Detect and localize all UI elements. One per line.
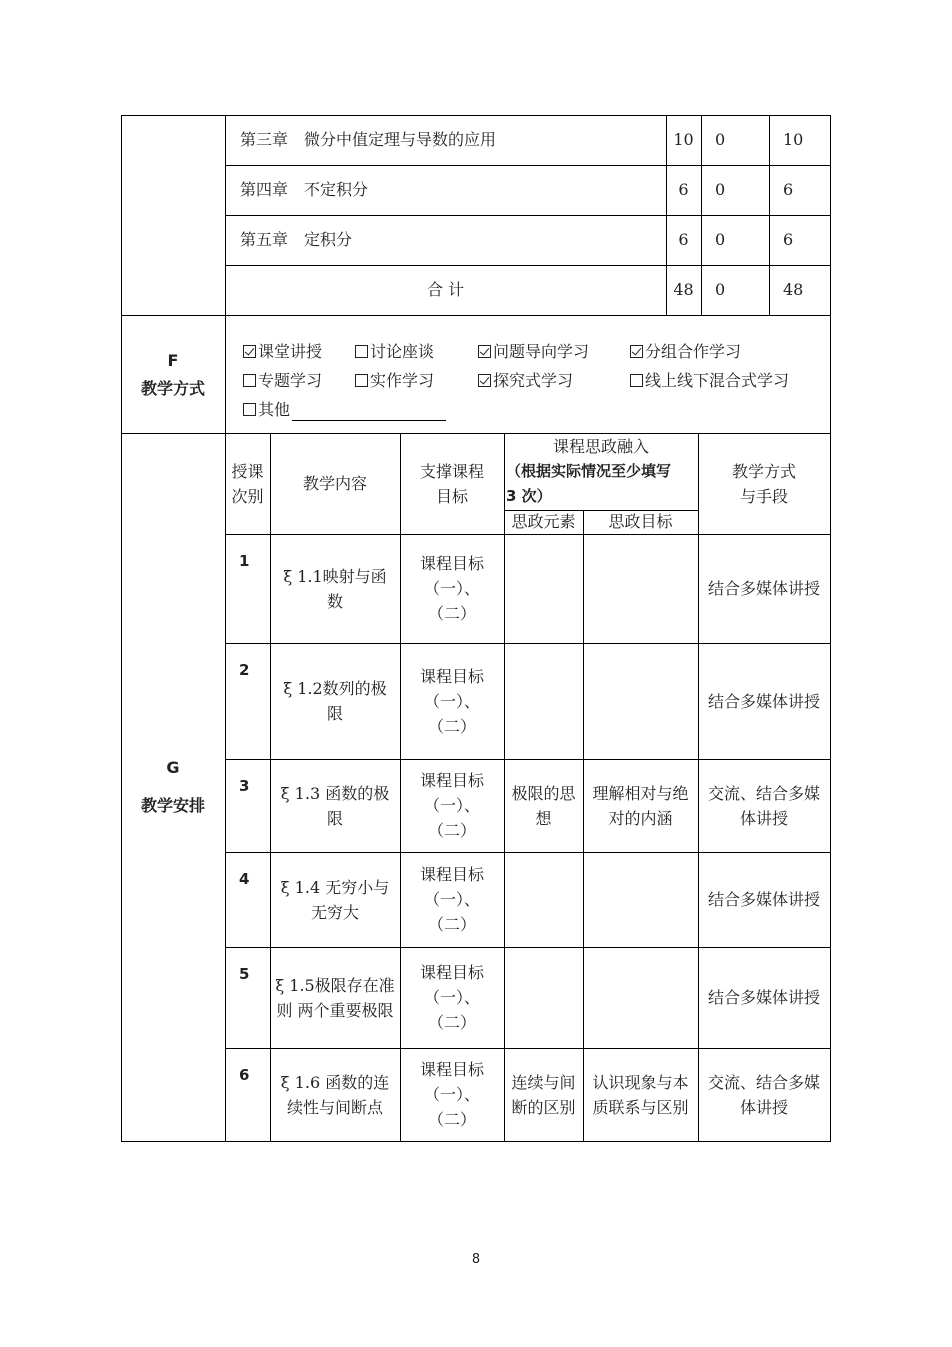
header-ideology-note: （根据实际情况至少填写 xyxy=(506,462,672,480)
chapter-practice-hours: 0 xyxy=(715,130,726,149)
table-rule xyxy=(121,115,122,1142)
table-rule xyxy=(225,1048,831,1049)
ideology-element: 极限的思 xyxy=(511,783,576,803)
supported-objective: 课程目标 xyxy=(419,1060,484,1079)
section-f-code: F xyxy=(167,351,179,370)
table-rule xyxy=(701,115,702,316)
ideology-goal: 对的内涵 xyxy=(608,808,673,828)
teaching-method-label: 分组合作学习 xyxy=(645,342,742,361)
summary-total-hours: 48 xyxy=(783,280,804,299)
teaching-method-option xyxy=(478,370,573,392)
header-goal: 思政目标 xyxy=(608,512,673,531)
header-content: 教学内容 xyxy=(302,474,367,493)
teaching-method-label: 探究式学习 xyxy=(493,371,574,390)
lesson-content: ξ 1.5极限存在准 xyxy=(275,975,395,995)
unchecked-box-icon[interactable] xyxy=(355,345,368,358)
teaching-method-option xyxy=(355,370,434,392)
teaching-method: 体讲授 xyxy=(739,1097,788,1117)
supported-objective: （二） xyxy=(427,1110,476,1129)
ideology-goal: 质联系与区别 xyxy=(592,1097,689,1117)
lesson-content: 续性与间断点 xyxy=(286,1097,383,1117)
other-blank-underline xyxy=(292,420,446,421)
chapter-total-hours: 6 xyxy=(783,180,794,199)
chapter-theory-hours: 10 xyxy=(673,130,694,149)
supported-objective: 课程目标 xyxy=(419,963,484,982)
teaching-method-label: 其他 xyxy=(258,400,291,419)
header-method: 与手段 xyxy=(739,487,788,506)
page-number: 8 xyxy=(471,1252,481,1267)
unchecked-box-icon[interactable] xyxy=(630,374,643,387)
lesson-content: ξ 1.4 无穷小与 xyxy=(280,877,390,897)
teaching-method-option xyxy=(630,370,789,392)
teaching-method-option xyxy=(243,341,322,363)
section-g-title: 教学安排 xyxy=(140,796,205,815)
summary-theory-hours: 48 xyxy=(673,280,694,299)
teaching-method-label: 实作学习 xyxy=(370,371,435,390)
table-rule xyxy=(225,433,226,1142)
table-rule xyxy=(225,315,226,434)
supported-objective: （二） xyxy=(427,716,476,736)
chapter-practice-hours: 0 xyxy=(715,230,726,249)
lesson-content: 数 xyxy=(326,591,343,611)
table-rule xyxy=(121,315,831,316)
ideology-element: 连续与间 xyxy=(511,1072,576,1092)
lesson-content: 限 xyxy=(326,808,343,828)
header-session: 次别 xyxy=(231,487,264,506)
teaching-method-option xyxy=(478,341,589,363)
chapter-name: 第四章 不定积分 xyxy=(240,180,369,199)
lesson-content: 限 xyxy=(326,704,343,723)
lesson-content: 无穷大 xyxy=(310,902,359,922)
chapter-name: 第五章 定积分 xyxy=(240,230,353,249)
table-rule xyxy=(830,433,831,1142)
session-number: 4 xyxy=(239,870,250,888)
header-objective: 目标 xyxy=(435,487,468,506)
teaching-method: 结合多媒体讲授 xyxy=(707,890,820,909)
table-rule xyxy=(225,265,831,266)
teaching-method: 交流、结合多媒 xyxy=(707,783,820,803)
supported-objective: 课程目标 xyxy=(419,554,484,573)
teaching-method-label: 课堂讲授 xyxy=(258,342,323,361)
header-element: 思政元素 xyxy=(511,512,576,531)
unchecked-box-icon[interactable] xyxy=(243,403,256,416)
teaching-method: 交流、结合多媒 xyxy=(707,1072,820,1092)
teaching-method: 结合多媒体讲授 xyxy=(707,691,820,711)
ideology-element: 断的区别 xyxy=(511,1097,576,1117)
table-rule xyxy=(225,643,831,644)
lesson-content: 则 两个重要极限 xyxy=(276,1000,394,1020)
supported-objective: （二） xyxy=(427,604,476,623)
checked-box-icon[interactable] xyxy=(478,374,491,387)
header-session: 授课 xyxy=(231,462,264,481)
unchecked-box-icon[interactable] xyxy=(355,374,368,387)
unchecked-box-icon[interactable] xyxy=(243,374,256,387)
session-number: 2 xyxy=(239,661,250,679)
teaching-method: 结合多媒体讲授 xyxy=(707,579,820,598)
table-rule xyxy=(121,433,831,434)
header-ideology: 课程思政融入 xyxy=(552,437,649,456)
teaching-method-label: 讨论座谈 xyxy=(370,342,435,361)
summary-practice-hours: 0 xyxy=(715,280,726,299)
lesson-content: ξ 1.3 函数的极 xyxy=(280,783,390,803)
chapter-total-hours: 10 xyxy=(783,130,804,149)
supported-objective: 课程目标 xyxy=(419,771,484,790)
teaching-method-option xyxy=(243,370,322,392)
ideology-goal: 理解相对与绝 xyxy=(592,783,689,803)
table-rule xyxy=(225,215,831,216)
supported-objective: 课程目标 xyxy=(419,666,484,686)
lesson-content: ξ 1.6 函数的连 xyxy=(280,1072,390,1092)
checked-box-icon[interactable] xyxy=(243,345,256,358)
checked-box-icon[interactable] xyxy=(478,345,491,358)
teaching-method-label: 线上线下混合式学习 xyxy=(645,371,790,390)
supported-objective: （二） xyxy=(427,821,476,840)
teaching-method-label: 问题导向学习 xyxy=(493,342,590,361)
teaching-method-option xyxy=(630,341,741,363)
header-ideology-note: 3 次） xyxy=(506,487,552,505)
lesson-content: ξ 1.2数列的极 xyxy=(283,679,387,698)
table-rule xyxy=(225,534,831,535)
teaching-method: 结合多媒体讲授 xyxy=(707,988,820,1007)
table-rule xyxy=(769,115,770,316)
ideology-element: 想 xyxy=(535,808,552,828)
chapter-practice-hours: 0 xyxy=(715,180,726,199)
checked-box-icon[interactable] xyxy=(630,345,643,358)
chapter-theory-hours: 6 xyxy=(678,180,689,199)
chapter-theory-hours: 6 xyxy=(678,230,689,249)
session-number: 5 xyxy=(239,965,250,983)
session-number: 6 xyxy=(239,1066,250,1084)
supported-objective: （二） xyxy=(427,1013,476,1032)
supported-objective: （一）、 xyxy=(423,890,480,909)
teaching-method-option xyxy=(355,341,434,363)
table-rule xyxy=(225,947,831,948)
supported-objective: 课程目标 xyxy=(419,865,484,884)
section-f-title: 教学方式 xyxy=(140,379,205,398)
table-rule xyxy=(225,852,831,853)
table-rule xyxy=(121,1141,831,1142)
chapter-name: 第三章 微分中值定理与导数的应用 xyxy=(240,130,497,149)
summary-label: 合 计 xyxy=(426,280,465,299)
session-number: 1 xyxy=(239,552,250,570)
teaching-method-option xyxy=(243,399,290,421)
chapter-total-hours: 6 xyxy=(783,230,794,249)
teaching-method-label: 专题学习 xyxy=(258,371,323,390)
table-rule xyxy=(225,759,831,760)
supported-objective: （一）、 xyxy=(423,579,480,598)
supported-objective: （一）、 xyxy=(423,1085,480,1104)
supported-objective: （一）、 xyxy=(423,988,480,1007)
header-objective: 支撑课程 xyxy=(419,462,484,481)
supported-objective: （一）、 xyxy=(423,796,480,815)
lesson-content: ξ 1.1映射与函 xyxy=(283,566,387,586)
table-rule xyxy=(225,165,831,166)
teaching-method: 体讲授 xyxy=(739,808,788,828)
session-number: 3 xyxy=(239,777,250,795)
supported-objective: （一）、 xyxy=(423,691,480,711)
supported-objective: （二） xyxy=(427,915,476,934)
ideology-goal: 认识现象与本 xyxy=(592,1072,689,1092)
section-g-code: G xyxy=(166,758,180,777)
table-rule xyxy=(121,115,831,116)
header-method: 教学方式 xyxy=(731,462,796,481)
